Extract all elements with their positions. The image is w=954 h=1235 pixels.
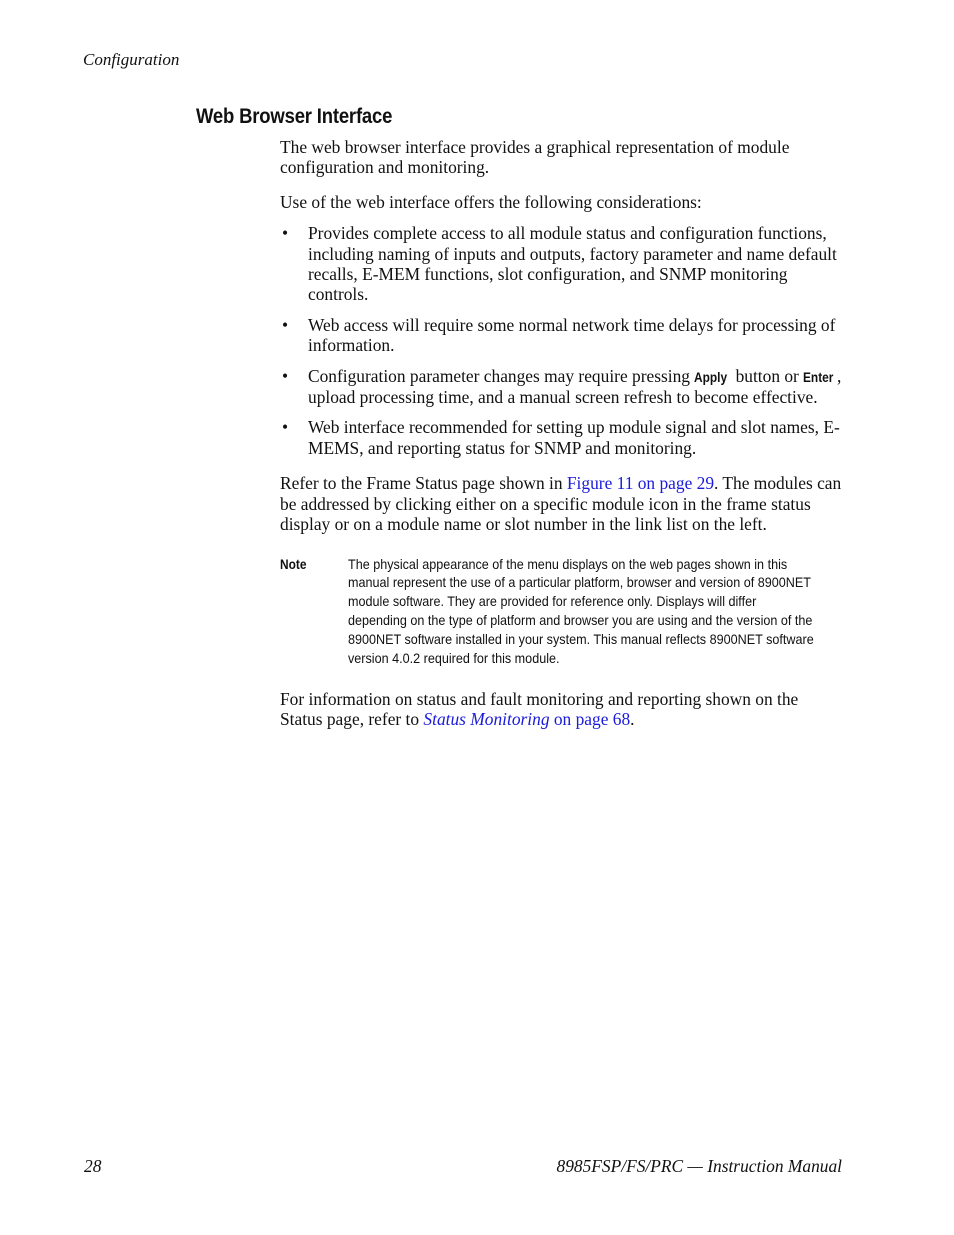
status-paragraph <box>280 689 842 730</box>
bullet-text-mid: button or <box>731 365 804 386</box>
status-text-start: For information on status and fault monitoring and reporting shown on the Status page, refer to <box>280 688 799 730</box>
note-text: The physical appearance of the menu displays on the web pages shown in this manual represent the use of a particular platform, browser and version of 8900NET module software. They are provided for reference only. Displays will differ depending on the type of platform and browser you are using and the version of the 8900NET software installed in your system. This manual reflects 8900NET software version 4.0.2 required for this module. <box>348 555 814 667</box>
body-column <box>280 137 842 730</box>
considerations-lead: Use of the web interface offers the following considerations: <box>280 191 702 212</box>
note-block <box>280 555 842 668</box>
refer-text-start: Refer to the Frame Status page shown in <box>280 473 567 494</box>
bullet-text: Provides complete access to all module status and configuration functions, including naming of inputs and outputs, factory parameter and name default recalls, E-MEM functions, slot configuration, and SNMP monitoring controls. <box>308 223 837 305</box>
page-number: 28 <box>84 1156 102 1176</box>
list-item <box>280 223 842 305</box>
section-heading: Web Browser Interface <box>196 105 393 128</box>
list-item <box>280 417 842 458</box>
bullet-text-start: Configuration parameter changes may require pressing <box>308 365 695 386</box>
status-page-link[interactable]: on page 68 <box>549 709 631 730</box>
bullet-mark: • <box>282 417 289 438</box>
enter-button-term: Enter <box>803 368 834 385</box>
frame-status-paragraph <box>280 473 842 534</box>
bullet-text: Web interface recommended for setting up module signal and slot names, E-MEMS, and reporting status for SNMP and monitoring. <box>308 417 840 458</box>
refer-text-end: . The modules can be addressed by clicking either on a specific module icon in the frame status display or on a module name or slot number in the link list on the left. <box>280 473 842 535</box>
list-item <box>280 366 842 408</box>
bullet-mark: • <box>282 314 289 335</box>
considerations-list <box>280 223 842 458</box>
running-head: Configuration <box>83 50 180 69</box>
figure-11-link[interactable]: Figure 11 on page 29 <box>566 473 715 494</box>
document-title: 8985FSP/FS/PRC — Instruction Manual <box>556 1156 842 1176</box>
status-text-end: . <box>630 709 635 730</box>
bullet-mark: • <box>282 365 289 386</box>
list-item <box>280 315 842 356</box>
bullet-text: Web access will require some normal network time delays for processing of information. <box>308 314 836 356</box>
bullet-mark: • <box>282 223 289 244</box>
bullet-text-end: , upload processing time, and a manual screen refresh to become effective. <box>308 365 842 408</box>
intro-paragraph: The web browser interface provides a graphical representation of module configuration and monitoring. <box>280 137 790 178</box>
note-label: Note <box>280 555 307 572</box>
status-monitoring-link[interactable]: Status Monitoring <box>423 709 550 730</box>
apply-button-term: Apply <box>694 368 728 385</box>
